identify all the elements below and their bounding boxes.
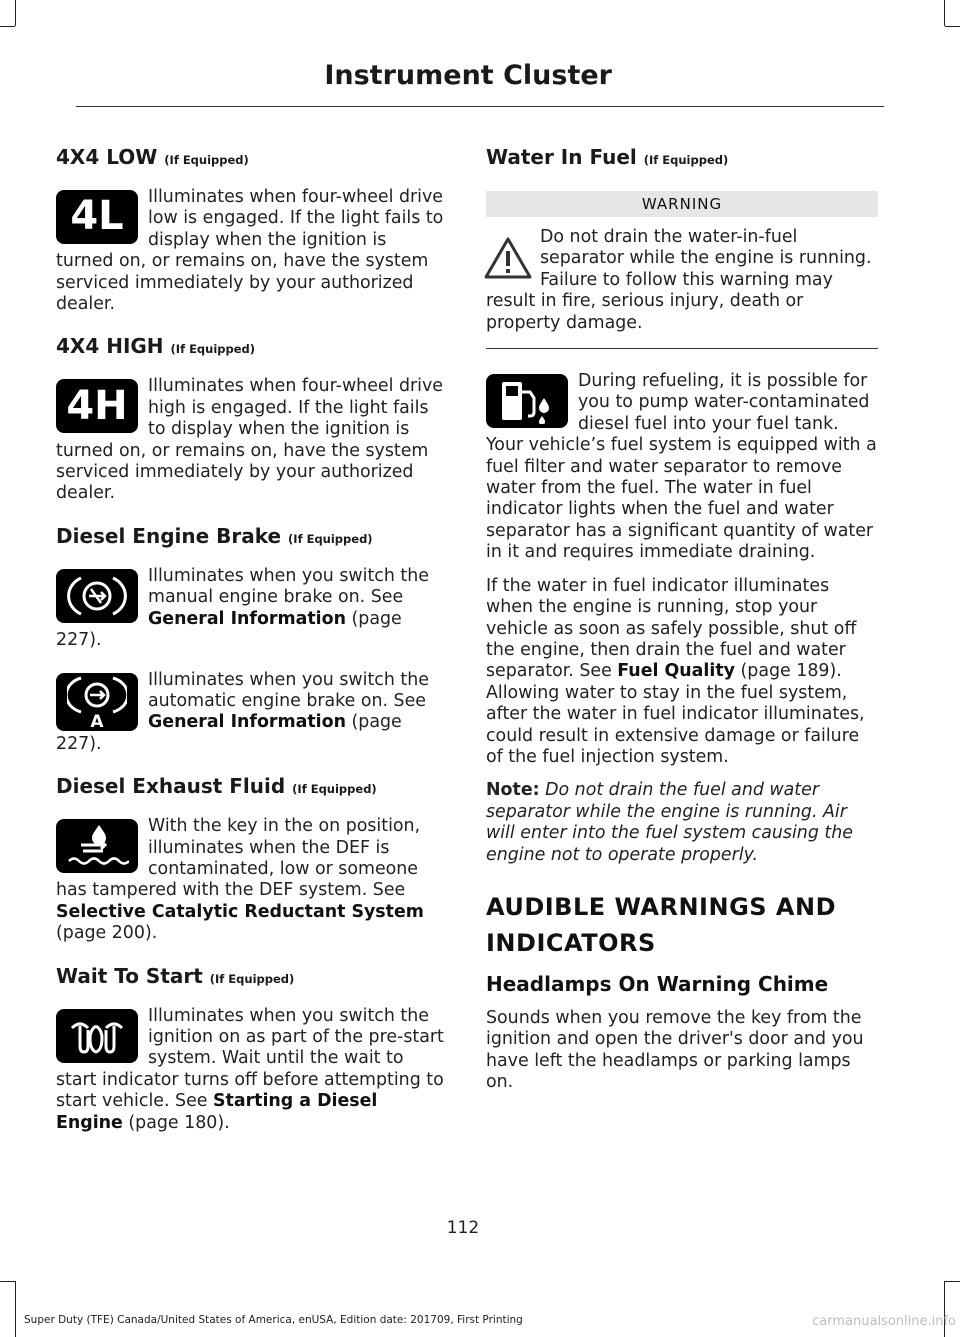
heading-qualifier: (If Equipped) <box>288 531 373 546</box>
chapter-heading-audible-warnings <box>486 892 878 958</box>
crop-mark <box>944 0 945 26</box>
section-heading-water-in-fuel <box>486 144 878 173</box>
starting-diesel-link[interactable]: Starting a Diesel Engine <box>56 1091 378 1133</box>
engine-brake-icon <box>56 569 138 623</box>
scr-link[interactable]: Selective Catalytic Reductant System <box>56 901 424 922</box>
crop-mark <box>15 0 16 26</box>
entry-text-pre: Illuminates when you switch the automatic engine brake on. See <box>148 669 429 711</box>
heading-qualifier: (If Equipped) <box>292 782 377 797</box>
warning-text: Do not drain the water-in-fuel separator while the engine is running. Failure to follow this warning may result in fire, serious injury, death or property damage. <box>486 227 872 333</box>
entry-text-pre: Illuminates when you switch the ignition on as part of the pre-start system. Wait until the wait to start indicator turns off before attempting to start vehicle. See <box>56 1005 444 1112</box>
entry-automatic-engine-brake <box>56 670 448 756</box>
entry-text-post: (page 227). <box>56 712 402 754</box>
section-heading-wait-to-start <box>56 963 448 992</box>
section-heading-diesel-engine-brake <box>56 523 448 552</box>
paragraph-post: (page 189). Allowing water to stay in the fuel system, after the water in fuel indicator illuminates, could result in extensive damage or failure of the fuel injection system. <box>486 661 865 767</box>
entry-4x4-low <box>56 187 448 315</box>
crop-mark <box>15 1281 16 1337</box>
heading-qualifier: (If Equipped) <box>209 971 295 986</box>
heading-text: Water In Fuel <box>486 145 637 169</box>
four-wheel-low-icon: 4L <box>56 190 138 244</box>
left-column <box>56 130 448 1152</box>
heading-text: 4X4 LOW <box>56 145 158 169</box>
fuel-quality-link[interactable]: Fuel Quality <box>617 661 735 682</box>
entry-text-post: (page 227). <box>56 608 402 651</box>
section-heading-4x4-high <box>56 333 448 362</box>
section-heading-diesel-exhaust-fluid <box>56 773 448 802</box>
entry-text: Illuminates when four-wheel drive high is engaged. If the light fails to display when the ignition is turned on, or remains on, have the system serviced immediately by your authorized dealer. <box>56 376 443 504</box>
page-header-title: Instrument Cluster <box>324 60 612 91</box>
entry-diesel-exhaust-fluid <box>56 816 448 944</box>
page-number: 112 <box>446 1218 480 1238</box>
chapter-heading-line: INDICATORS <box>486 928 656 957</box>
entry-text-post: (page 200). <box>56 923 158 944</box>
warning-box <box>486 227 878 334</box>
warning-divider <box>486 348 878 349</box>
section-heading-4x4-low <box>56 144 448 173</box>
entry-manual-engine-brake <box>56 566 448 652</box>
glow-plug-icon <box>56 1009 138 1063</box>
paragraph-headlamps-chime: Sounds when you remove the key from the ignition and open the driver's door and you have left the headlamps or parking lamps on. <box>486 1007 864 1093</box>
chapter-heading-line: AUDIBLE WARNINGS AND <box>486 892 836 921</box>
entry-water-in-fuel <box>486 371 878 564</box>
water-in-fuel-icon <box>486 374 568 428</box>
note-label: Note: <box>486 780 540 801</box>
entry-text: Illuminates when four-wheel drive low is engaged. If the light fails to display when the ignition is turned on, or remains on, have the system serviced immediately by your authorized dealer. <box>56 187 444 315</box>
paragraph-water-drain <box>486 576 878 769</box>
four-wheel-high-icon: 4H <box>56 379 138 433</box>
crop-mark <box>0 1281 15 1282</box>
header-divider <box>76 106 884 107</box>
entry-4x4-high <box>56 376 448 504</box>
footer-edition-text: Super Duty (TFE) Canada/United States of America, enUSA, Edition date: 201709, First Printing <box>24 1314 523 1326</box>
warning-banner: WARNING <box>486 191 878 217</box>
crop-mark <box>945 26 960 27</box>
warning-triangle-icon <box>482 233 534 283</box>
paragraph-pre: If the water in fuel indicator illuminates when the engine is running, stop your vehicle as soon as safely possible, shut off the engine, then drain the fuel and water separator. See <box>486 575 857 682</box>
entry-text-pre: With the key in the on position, illuminates when the DEF is contaminated, low or someone has tampered with the DEF system. See <box>56 816 421 901</box>
heading-qualifier: (If Equipped) <box>170 342 256 357</box>
entry-text: During refueling, it is possible for you to pump water-contaminated diesel fuel into your fuel tank. Your vehicle’s fuel system is equipped with a fuel filter and water separator to remove water from the fuel. The water in fuel indicator lights when the fuel and water separator has a significant quantity of water in it and requires immediate draining. <box>486 371 877 563</box>
heading-text: Diesel Exhaust Fluid <box>56 774 286 799</box>
heading-text: Wait To Start <box>56 963 203 988</box>
note-paragraph <box>486 780 878 866</box>
general-information-link[interactable]: General Information <box>148 608 346 629</box>
entry-wait-to-start <box>56 1006 448 1134</box>
subheading-headlamps-chime: Headlamps On Warning Chime <box>486 971 829 996</box>
auto-engine-brake-icon <box>56 673 138 731</box>
general-information-link[interactable]: General Information <box>148 712 346 733</box>
crop-mark <box>945 1281 960 1282</box>
entry-text-pre: Illuminates when you switch the manual engine brake on. See <box>148 565 429 608</box>
heading-qualifier: (If Equipped) <box>643 153 729 167</box>
heading-text: Diesel Engine Brake <box>56 523 282 548</box>
heading-text: 4X4 HIGH <box>56 334 164 359</box>
entry-text-post: (page 180). <box>122 1112 230 1133</box>
note-text: Do not drain the fuel and water separator while the engine is running. Air will enter into the fuel system causing the engine not to operate properly. <box>486 780 853 865</box>
watermark: carmanualsonline.info <box>812 1314 956 1329</box>
heading-qualifier: (If Equipped) <box>164 153 249 167</box>
auto-letter: A <box>90 711 104 728</box>
right-column <box>486 130 878 1106</box>
diesel-exhaust-fluid-icon <box>56 819 138 873</box>
crop-mark <box>0 26 15 27</box>
